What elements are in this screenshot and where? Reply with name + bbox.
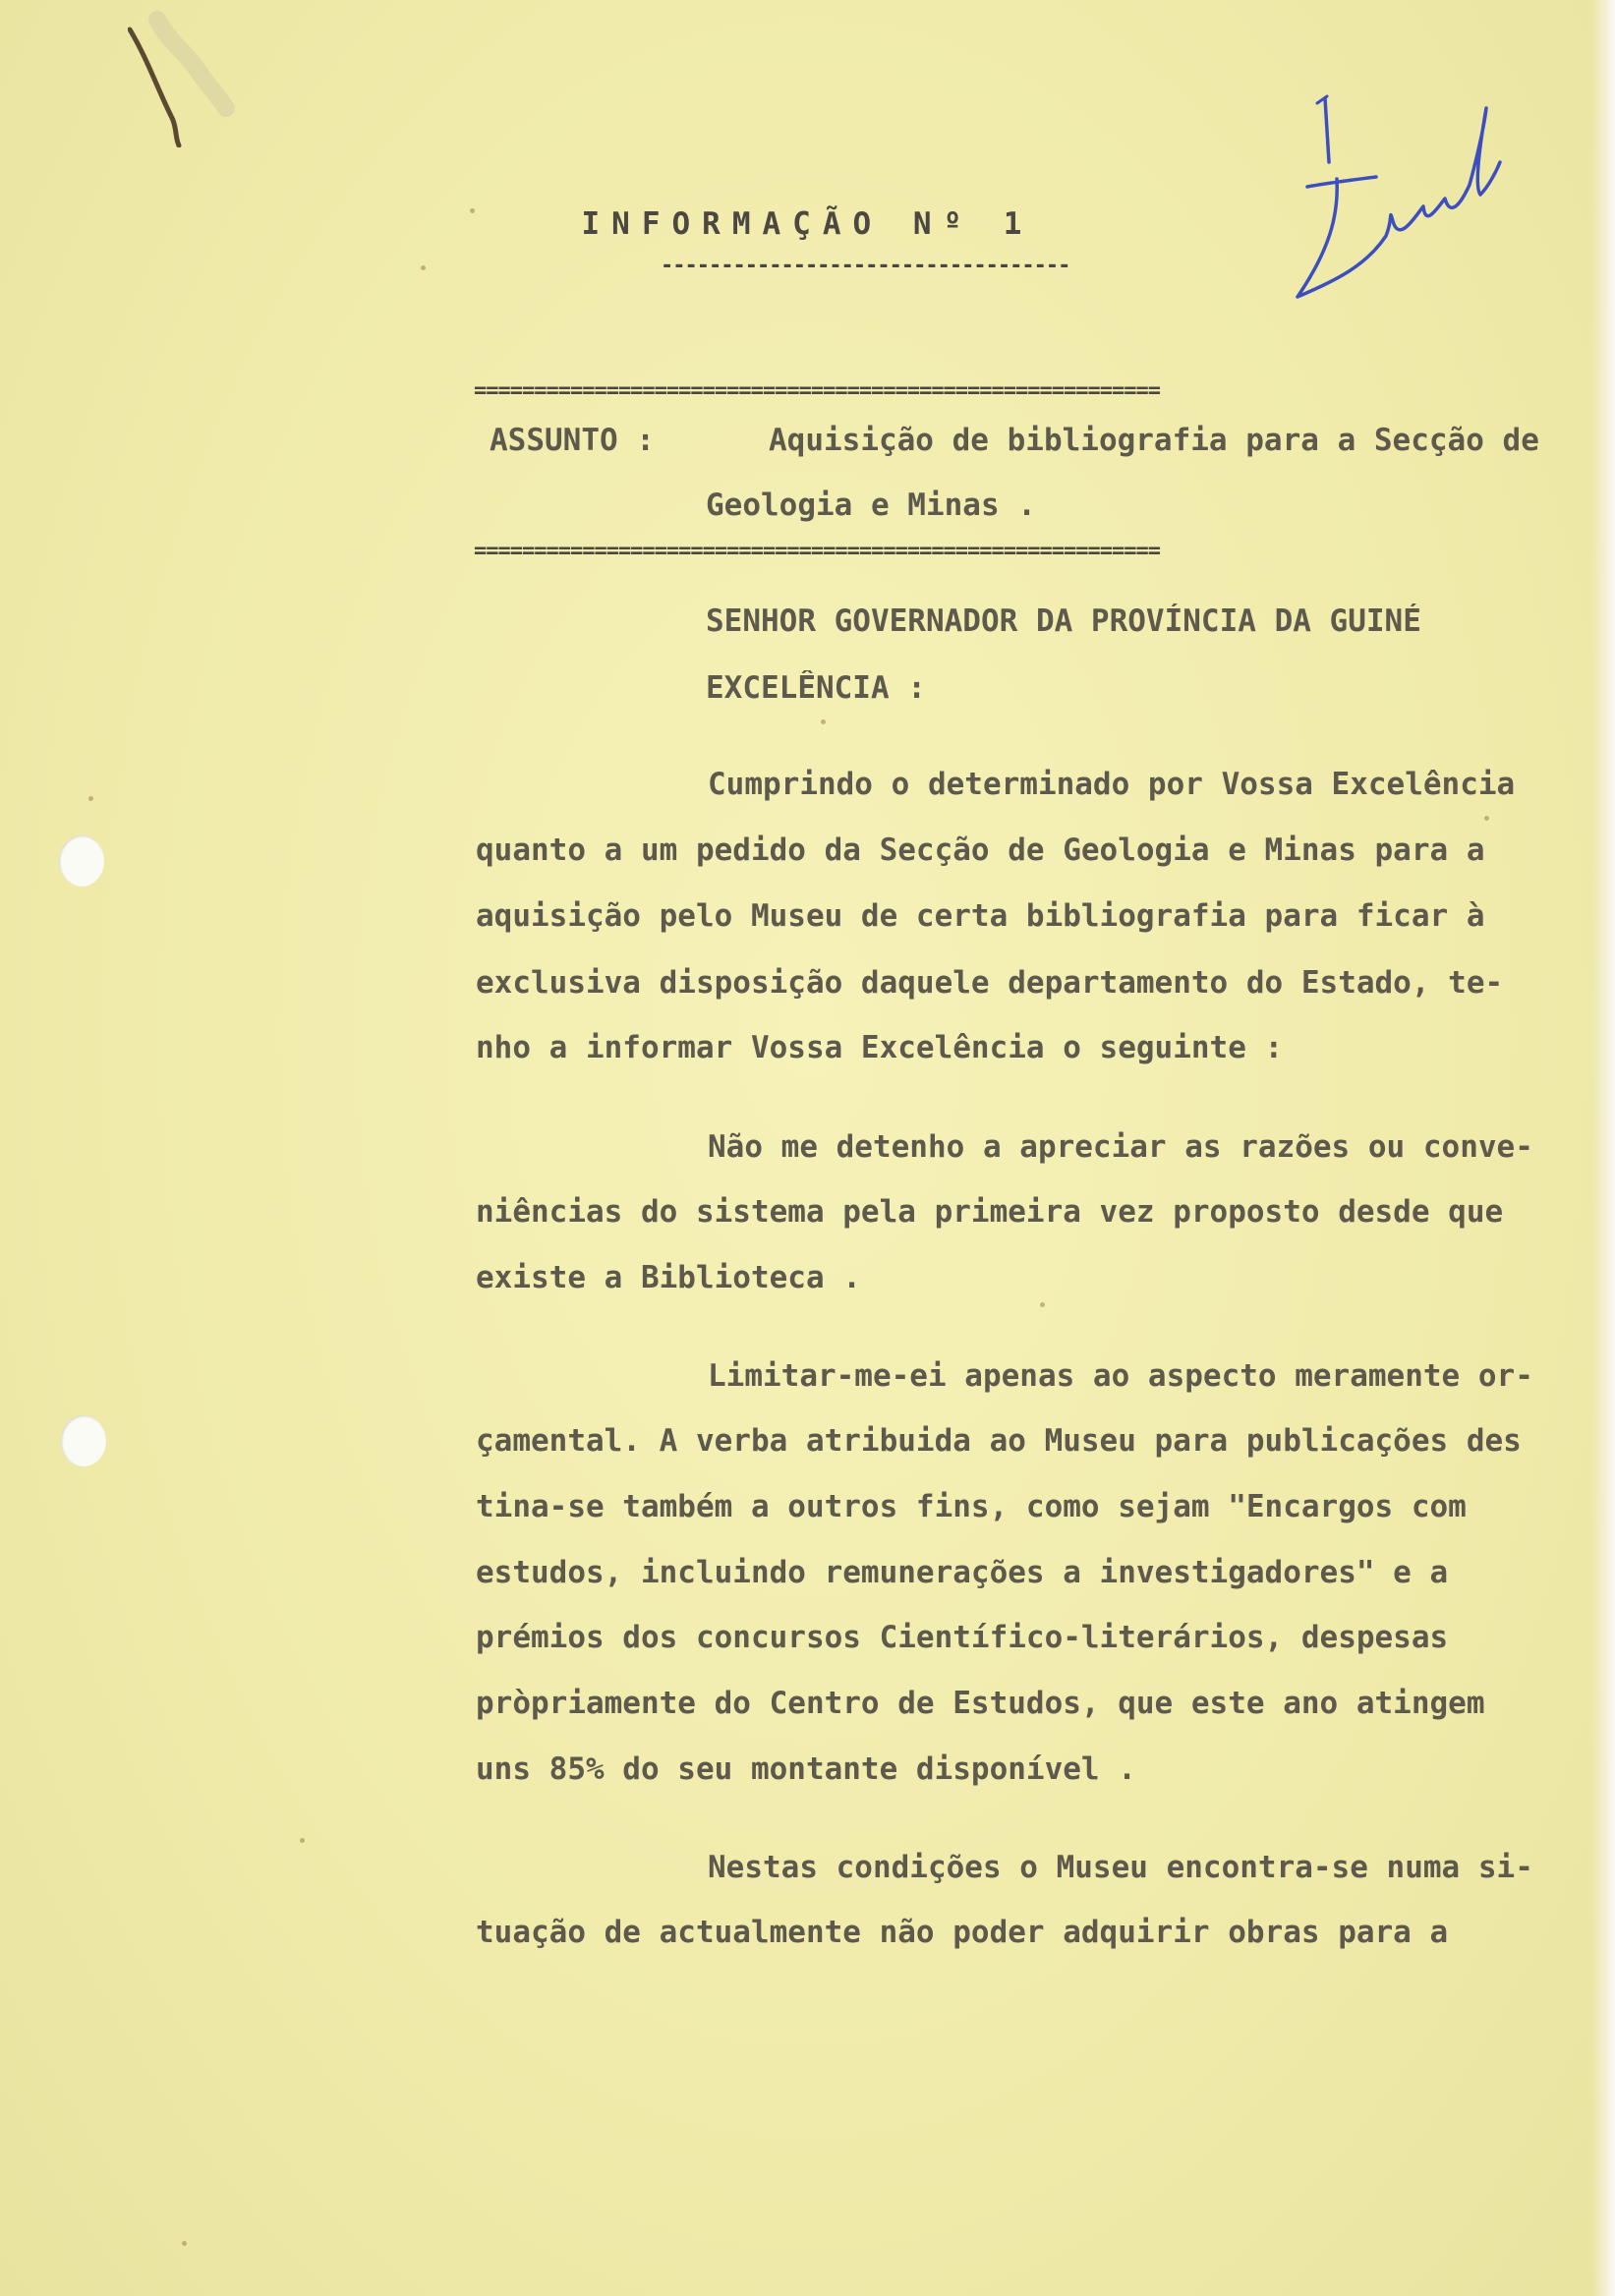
- body-line: exclusiva disposição daquele departamento do Estado, te-: [476, 965, 1504, 1001]
- body-line: pròpriamente do Centro de Estudos, que este ano atingem: [476, 1686, 1485, 1721]
- body-line: quanto a um pedido da Secção de Geologia e Minas para a: [476, 832, 1485, 868]
- body-line: niências do sistema pela primeira vez proposto desde que: [476, 1194, 1504, 1230]
- subject-label: ASSUNTO :: [490, 423, 655, 458]
- handwritten-signature: [1278, 69, 1514, 315]
- body-line: tuação de actualmente não poder adquirir obras para a: [476, 1915, 1449, 1950]
- subject-text: Aquisição de bibliografia para a Secção de: [769, 423, 1539, 458]
- paper-edge: [1591, 0, 1615, 2296]
- separator-line: =========================================================: [474, 378, 1160, 403]
- paper-tear-mark: [128, 0, 236, 147]
- body-line: çamental. A verba atribuida ao Museu para publicações des: [476, 1423, 1522, 1459]
- paper-speck: [300, 1838, 305, 1843]
- paper-speck: [1040, 1302, 1045, 1307]
- punch-hole: [61, 1415, 106, 1466]
- body-line: existe a Biblioteca .: [476, 1260, 861, 1295]
- salutation-excellency: EXCELÊNCIA :: [706, 670, 926, 706]
- punch-hole: [59, 835, 104, 887]
- separator-line: =========================================================: [474, 539, 1160, 563]
- body-line: Limitar-me-ei apenas ao aspecto meramente or-: [708, 1358, 1533, 1394]
- subject-text: Geologia e Minas .: [706, 488, 1036, 523]
- body-line: Nestas condições o Museu encontra-se numa si-: [708, 1850, 1533, 1885]
- body-line: prémios dos concursos Científico-literários, despesas: [476, 1620, 1449, 1655]
- paper-speck: [1484, 816, 1489, 821]
- paper-speck: [182, 2241, 187, 2246]
- body-line: Cumprindo o determinado por Vossa Excelência: [708, 767, 1516, 802]
- paper-speck: [821, 719, 826, 724]
- body-line: nho a informar Vossa Excelência o seguinte :: [476, 1030, 1284, 1065]
- body-line: estudos, incluindo remunerações a investigadores" e a: [476, 1555, 1449, 1590]
- paper-speck: [88, 796, 93, 801]
- body-line: Não me detenho a apreciar as razões ou conve-: [708, 1129, 1533, 1165]
- document-title: INFORMAÇÃO Nº 1: [581, 206, 1034, 242]
- salutation-addressee: SENHOR GOVERNADOR DA PROVÍNCIA DA GUINÉ: [706, 603, 1421, 639]
- body-line: uns 85% do seu montante disponível .: [476, 1751, 1136, 1787]
- paper-speck: [421, 265, 426, 270]
- body-line: aquisição pelo Museu de certa bibliografia para ficar à: [476, 898, 1485, 934]
- title-underline: ----------------------------------: [661, 254, 1070, 278]
- body-line: tina-se também a outros fins, como sejam "Encargos com: [476, 1489, 1467, 1524]
